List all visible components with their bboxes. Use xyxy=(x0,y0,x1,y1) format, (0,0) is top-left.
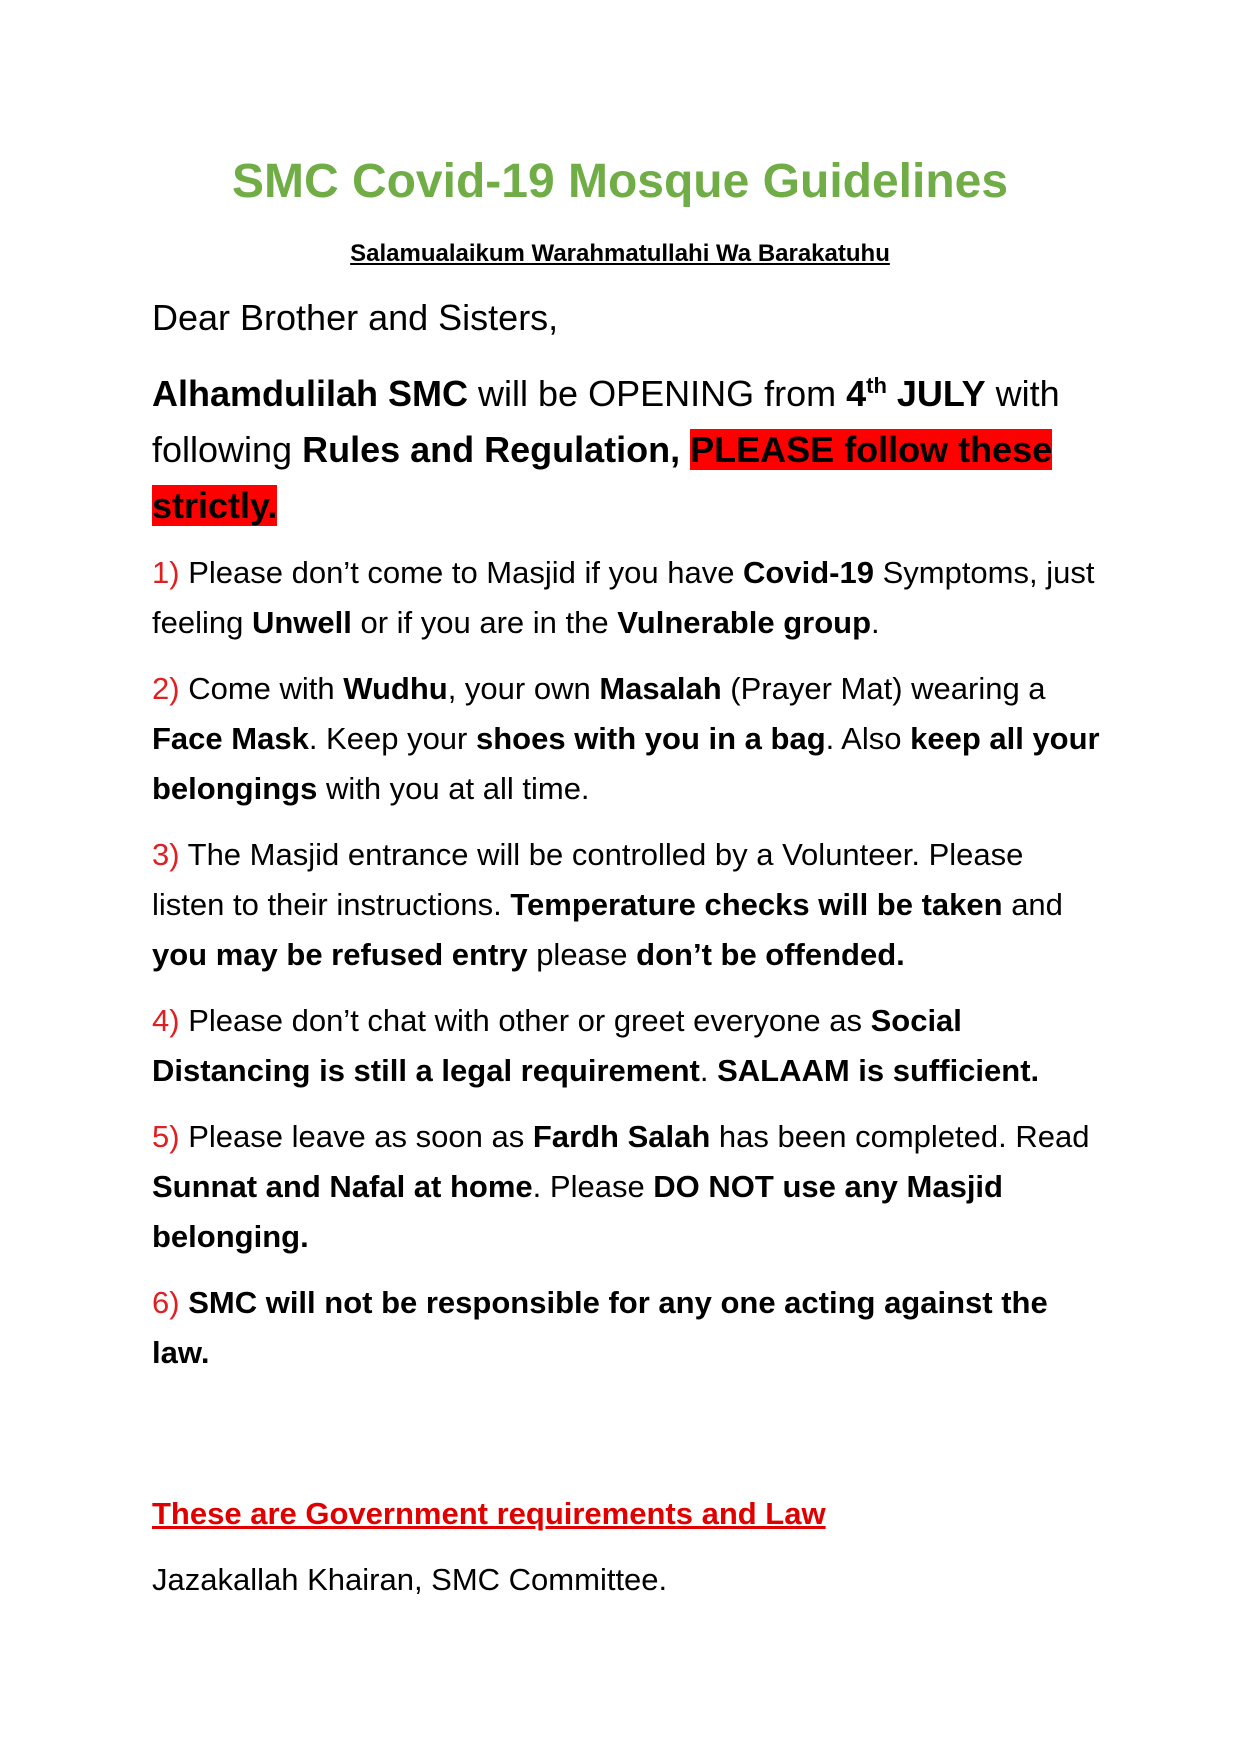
rule-item: 5) Please leave as soon as Fardh Salah has been completed. Read Sunnat and Nafal at home. Please DO NOT use any Masjid belonging. xyxy=(152,1119,1090,1254)
signoff: Jazakallah Khairan, SMC Committee. xyxy=(152,1562,668,1597)
rule-number: 6) xyxy=(152,1285,180,1320)
rules-list xyxy=(152,548,1102,1394)
rule-item: 6) SMC will not be responsible for any one acting against the law. xyxy=(152,1285,1048,1370)
rule-number: 4) xyxy=(152,1003,180,1038)
intro-paragraph xyxy=(152,366,1102,534)
intro-rules-label: Rules and Regulation, xyxy=(302,429,681,470)
intro-date-suffix: th xyxy=(866,373,887,398)
page-title: SMC Covid-19 Mosque Guidelines xyxy=(231,155,1009,208)
intro-date: 4 xyxy=(846,373,867,414)
law-notice: These are Government requirements and Law xyxy=(152,1496,826,1531)
intro-text: will be OPENING from xyxy=(468,373,847,414)
intro-text: Alhamdulilah SMC xyxy=(152,373,469,414)
rule-number: 3) xyxy=(152,837,180,872)
rule-number: 1) xyxy=(152,555,180,590)
rule-item: 2) Come with Wudhu, your own Masalah (Prayer Mat) wearing a Face Mask. Keep your shoes with you in a bag. Also keep all your belongings with you at all time. xyxy=(152,671,1100,806)
intro-highlight-warning: PLEASE follow these strictly. xyxy=(152,429,1053,526)
rule-item: 4) Please don’t chat with other or greet everyone as Social Distancing is still a legal requirement. SALAAM is sufficient. xyxy=(152,1003,1040,1088)
intro-text: with following xyxy=(152,373,1060,470)
rule-item: 1) Please don’t come to Masjid if you have Covid-19 Symptoms, just feeling Unwell or if you are in the Vulnerable group. xyxy=(152,555,1095,640)
salutation: Salamualaikum Warahmatullahi Wa Barakatuhu xyxy=(350,240,890,267)
rule-item: 3) The Masjid entrance will be controlled by a Volunteer. Please listen to their instructions. Temperature checks will be taken and you may be refused entry please don’t be offended. xyxy=(152,837,1063,972)
intro-date: JULY xyxy=(886,373,986,414)
rule-number: 5) xyxy=(152,1119,180,1154)
greeting: Dear Brother and Sisters, xyxy=(152,297,559,338)
rule-number: 2) xyxy=(152,671,180,706)
